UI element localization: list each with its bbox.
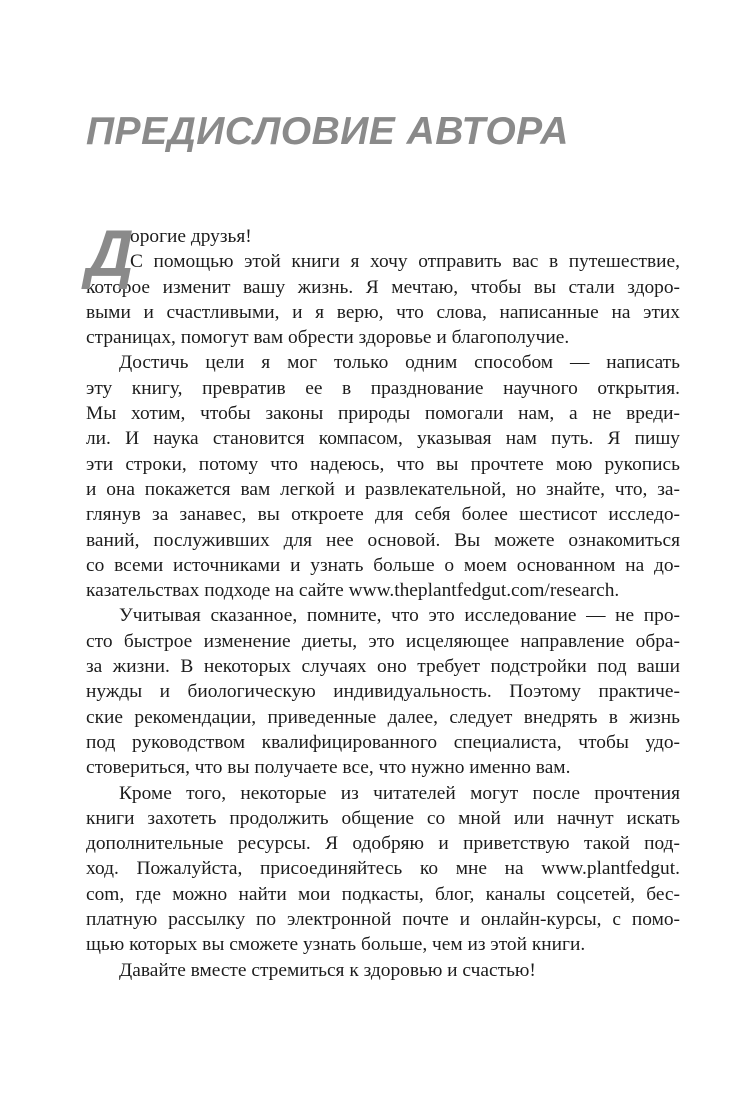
paragraph-line: платную рассылку по электронной почте и онлайн-курсы, с помо- [86,909,680,931]
paragraph-line: ваний, послуживших для нее основой. Вы можете ознакомиться [86,529,680,551]
paragraph-line: и она покажется вам легкой и развлекательной, но знайте, что, за- [86,478,680,500]
drop-cap: Д [86,216,134,290]
paragraph-line: ли. И наука становится компасом, указывая нам путь. Я пишу [86,428,680,450]
paragraph-line: ход. Пожалуйста, присоединяйтесь ко мне на www.plantfedgut. [86,858,680,880]
body-text [86,216,680,983]
paragraph-line: нужды и биологическую индивидуальность. Поэтому практиче- [86,681,680,703]
paragraph-line: эту книгу, превратив ее в празднование научного открытия. [86,377,680,399]
chapter-title: ПРЕДИСЛОВИЕ АВТОРА [86,110,569,153]
closing-line: Давайте вместе стремиться к здоровью и счастью! [119,959,536,981]
paragraph-line: со всеми источниками и узнать больше о моем основанном на до- [86,554,680,576]
paragraph-line: глянув за занавес, вы откроете для себя более шестисот исследо- [86,504,680,526]
paragraph-line: под руководством квалифицированного специалиста, чтобы удо- [86,731,680,753]
paragraph-line: щью которых вы сможете узнать больше, чем из этой книги. [86,934,586,956]
paragraph-line: которое изменит вашу жизнь. Я мечтаю, чтобы вы стали здоро- [86,276,680,298]
paragraph-line: эти строки, потому что надеюсь, что вы прочтете мою рукопись [86,453,680,475]
paragraph-line: стовериться, что вы получаете все, что нужно именно вам. [86,757,571,779]
paragraph-line: страницах, помогут вам обрести здоровье и благополучие. [86,327,570,349]
paragraph-line: сто быстрое изменение диеты, это исцеляющее направление обра- [86,630,680,652]
paragraph-line: Мы хотим, чтобы законы природы помогали нам, а не вреди- [86,403,680,425]
paragraph-line: С помощью этой книги я хочу отправить вас в путешествие, [130,251,680,273]
paragraph-line: дополнительные ресурсы. Я одобряю и приветствую такой под- [86,833,680,855]
greeting-line: орогие друзья! [130,226,252,247]
paragraph-line: за жизни. В некоторых случаях оно требует подстройки под ваши [86,656,680,678]
paragraph-line: Учитывая сказанное, помните, что это исследование — не про- [119,605,680,627]
paragraph-line: ские рекомендации, приведенные далее, следует внедрять в жизнь [86,706,680,728]
paragraph-line: книги захотеть продолжить общение со мной или начнут искать [86,807,680,829]
paragraph-line: Кроме того, некоторые из читателей могут после прочтения [119,782,680,804]
paragraph-line: выми и счастливыми, и я верю, что слова, написанные на этих [86,301,680,323]
paragraph-line: com, где можно найти мои подкасты, блог, каналы соцсетей, бес- [86,883,680,905]
paragraph-line: Достичь цели я мог только одним способом — написать [119,352,680,374]
paragraph-line: казательствах подходе на сайте www.theplantfedgut.com/research. [86,580,620,602]
